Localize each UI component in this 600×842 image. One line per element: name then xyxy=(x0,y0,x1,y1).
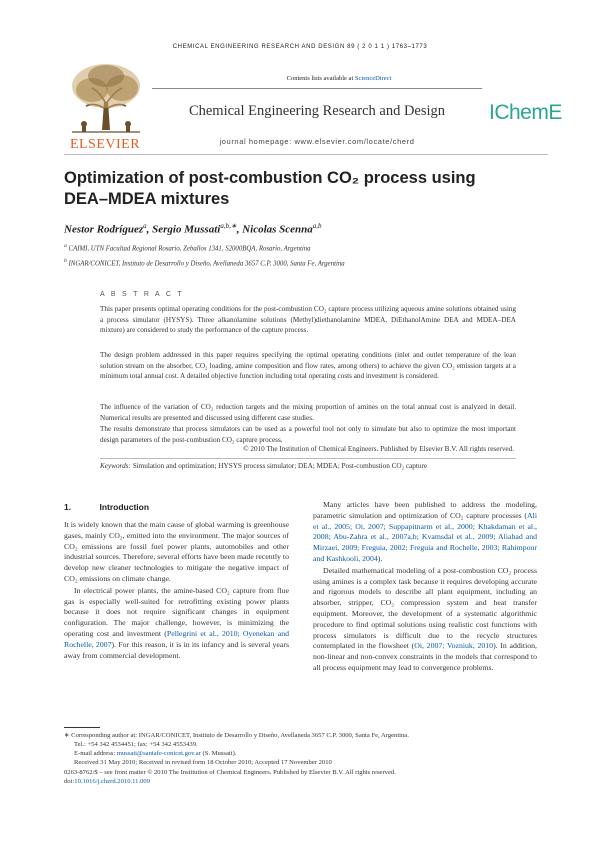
author-name: Nestor Rodríguez xyxy=(64,223,144,236)
doi-prefix: doi: xyxy=(64,778,75,785)
affiliation xyxy=(64,243,544,252)
abstract-paragraph: The influence of the variation of CO₂ reduction targets and the mixing proportion of amines on the total annual cost is analyzed in detail. Numerical results are presented and discussed using different case studies. xyxy=(100,403,516,422)
title-line-1: Optimization of post-combustion CO₂ process using xyxy=(64,169,476,187)
journal-homepage xyxy=(152,137,482,146)
contact-phone: Tel.: +54 342 4534451; fax: +54 342 4553439. xyxy=(74,741,198,748)
received-dates: Received 31 May 2010; Received in revised form 18 October 2010; Accepted 17 November 2010 xyxy=(74,759,332,766)
abstract-copyright: © 2010 The Institution of Chemical Engineers. Published by Elsevier B.V. All rights reserved. xyxy=(243,445,514,453)
abstract-paragraph: The results demonstrate that process simulators can be used as a powerful tool not only to simulate but also to optimize the most important design parameters of the post-combustion CO₂ capture process. xyxy=(100,425,516,444)
keywords-text: Simulation and optimization; HYSYS process simulator; DEA; MDEA; Post-combustion CO₂ capture xyxy=(132,462,428,470)
body-text: Many articles have been published to address the modeling, parametric simulation and optimization of CO₂ capture processes ( xyxy=(313,500,537,520)
citation-link[interactable]: Pellegrini et al., 2010; Oyenekan and Rochelle, 2007 xyxy=(64,628,289,649)
citation-link[interactable]: Oi, 2007; Vozniuk, 2010 xyxy=(414,641,494,651)
elsevier-logo xyxy=(64,58,146,152)
doi-line xyxy=(64,778,544,787)
issn-line: 0263-8762/$ – see front matter © 2010 The Institution of Chemical Engineers. Published by Elsevier B.V. All rights reserved. xyxy=(64,769,396,776)
homepage-prefix: journal homepage: xyxy=(219,137,295,146)
elsevier-wordmark: ELSEVIER xyxy=(69,137,141,152)
header-divider xyxy=(152,88,482,89)
keywords xyxy=(100,462,516,470)
author-affil-mark: a xyxy=(143,222,147,230)
title-line-2: DEA–MDEA mixtures xyxy=(64,190,230,208)
header-bottom-rule xyxy=(64,154,548,155)
body-paragraph: It is widely known that the main cause of global warming is greenhouse gases, mainly CO₂, emitted into the environment. The major sources of CO₂ emissions are fossil fuel power plants, automobiles and other industrial sources. Therefore, several efforts have been made recently to develop new cleaner technologies to mitigate the negative impact of CO₂ emissions on climate change. xyxy=(64,520,289,583)
citation-link[interactable]: Ali et al., 2005; Oi, 2007; Suppapitnarm et al., 2000; Khakdaman et al., 2008; Abu-Zahra et al., 2007a,b; Kvamsdal et al., 2009; Aliabad and Mirzaei, 2009; Freguia, 2002; Freguia and Rochelle, 2003; Rahimpour and Kashkooli, 2004 xyxy=(313,510,537,563)
author-list: Nestor Rodríguez$^a$, Sergio Mussati$^{a,b,∗}$, Nicolas Scenna$^{a,b}$ xyxy=(64,222,322,236)
journal-header xyxy=(64,58,562,152)
body-paragraph xyxy=(64,586,289,662)
author-name: Sergio Mussati xyxy=(152,223,221,236)
section-heading xyxy=(64,502,149,512)
affiliation-mark: b xyxy=(64,258,67,264)
body-text: Detailed mathematical modeling of a post-combustion CO₂ process using amines is a complex task because it requires developing accurate and rigorous models to describe all plant equipment, including an absorber, stripper, CO₂ compression system and heat transfer equipment. Moreover, the development of a systematic algorithmic procedure to find optimal solutions using realistic cost functions with process simulators is difficult due to the recycle structures contemplated in the flowsheet ( xyxy=(313,565,537,651)
sciencedirect-link[interactable]: ScienceDirect xyxy=(354,75,392,82)
abstract-paragraph: This paper presents optimal operating conditions for the post-combustion CO₂ capture process utilizing aqueous amine solutions obtained using a process simulator (HYSYS). Three alkanolamine solutions (Methyl)diethanolamine MDEA, DiEthanolAmine DEA and MDEA–DEA mixture) are considered to study the performance of the capture process. xyxy=(100,305,516,334)
footnote-rule xyxy=(64,727,100,728)
abstract-divider xyxy=(100,458,516,459)
affiliation-text: INGAR/CONICET, Instituto de Desarrollo y Diseño, Avellaneda 3657 C.P. 3000, Santa Fe, Argentina xyxy=(68,260,345,268)
keywords-label: Keywords: xyxy=(100,462,131,470)
right-column xyxy=(313,500,537,674)
contents-line xyxy=(204,75,474,82)
author-name: Nicolas Scenna xyxy=(242,223,313,236)
body-text: ). In addition, non-linear and non-convex constraints in the models that correspond to all process equipment may lead to convergence problems. xyxy=(313,641,537,672)
affiliation-text: CAIMI, UTN Facultad Regional Rosario, Zeballos 1341, S2000BQA, Rosario, Argentina xyxy=(68,245,311,253)
author-affil-mark: a,b xyxy=(312,222,322,230)
affiliation-mark: a xyxy=(64,243,67,249)
section-title: Introduction xyxy=(99,502,150,512)
left-column xyxy=(64,520,289,661)
email-suffix: (S. Mussati). xyxy=(200,750,237,757)
doi-link[interactable]: 10.1016/j.cherd.2010.11.009 xyxy=(74,778,151,785)
contact-email xyxy=(74,750,554,759)
body-text: In electrical power plants, the amine-based CO₂ capture from flue gas is especially well-suited for retrofitting existing power plants because it does not require significant changes in equipment configuration. The major challenge, however, is minimizing the operating cost and investment ( xyxy=(64,585,289,638)
email-prefix: E-mail address: xyxy=(74,750,117,757)
abstract-paragraph: The design problem addressed in this paper requires specifying the optimal operating conditions (inlet and outlet temperature of the lean solution stream on the absorber, CO₂ loading, amine composition and flow rates, among others) to achieve the given CO₂ emission targets at a minimum total annual cost. A detailed objective function including total operating costs and investment is considered. xyxy=(100,351,516,380)
body-paragraph xyxy=(313,566,537,674)
running-head: CHEMICAL ENGINEERING RESEARCH AND DESIGN 89 ( 2 0 1 1 ) 1763–1773 xyxy=(172,44,428,50)
section-number: 1. xyxy=(64,502,72,512)
body-text: ). xyxy=(377,553,383,563)
body-text: ). For this reason, it is in its infancy and is several years away from commercial development. xyxy=(64,639,289,660)
abstract-label: A B S T R A C T xyxy=(100,291,184,298)
author-affil-mark: a,b,∗ xyxy=(220,222,237,230)
paper-title xyxy=(64,168,544,210)
icheme-logo: IChemE xyxy=(489,101,562,124)
homepage-url[interactable]: www.elsevier.com/locate/cherd xyxy=(294,137,415,146)
affiliation xyxy=(64,258,544,267)
email-link[interactable]: mussati@santafe-conicet.gov.ar xyxy=(116,750,201,757)
body-paragraph xyxy=(313,500,537,565)
journal-title: Chemical Engineering Research and Design xyxy=(188,103,446,119)
corresponding-author-note: ∗ Corresponding author at: INGAR/CONICET, Instituto de Desarrollo y Diseño, Avellaneda 3657 C.P. 3000, Santa Fe, Argentina. xyxy=(64,732,409,739)
contents-prefix: Contents lists available at xyxy=(286,75,355,82)
